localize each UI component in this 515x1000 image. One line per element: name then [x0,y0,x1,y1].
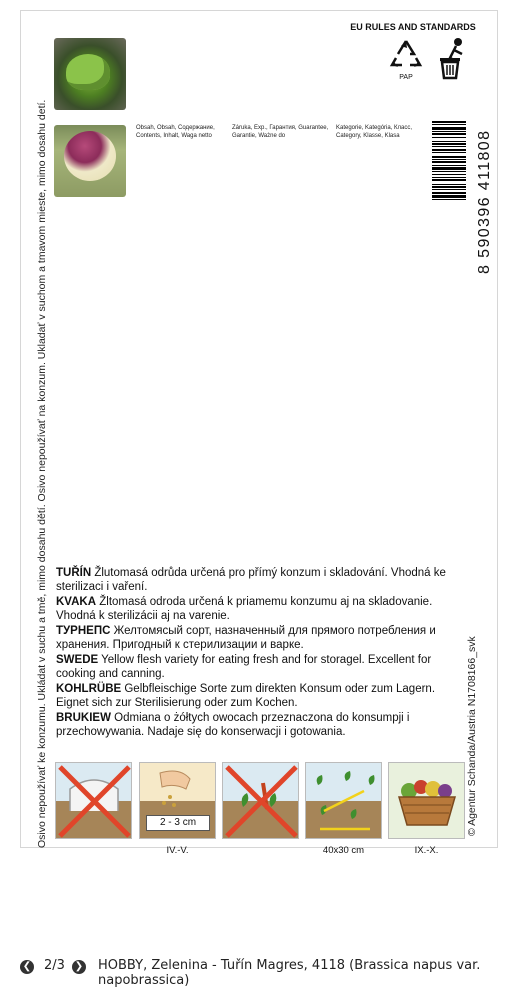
next-image-button[interactable]: ❯ [72,960,86,974]
waste-bin-icon [434,36,470,80]
description-en: SWEDE Yellow flesh variety for eating fresh and for storagel. Excellent for cooking and canning. [56,654,432,680]
turnip-photo [54,125,126,197]
side-storage-text: Osivo nepoužívať ke konzumu. Ukládat v suchu a tmě, mimo dosahu dětí. Osivo nepoužívať na konzum. Ukladať v suchom a tmavom mieste, mimo dosahu detí. [36,99,48,848]
sowing-period-label: IV.-V. [166,845,189,856]
description-de: KOHLRÜBE Gelbfleischige Sorte zum direkten Konsum oder zum Lagern. Eignet sich zur Sterilisierung oder zum Kochen. [56,683,436,709]
guarantee-header: Záruka, Exp., Гарантия, Guarantee, Garantie, Ważne do [232,125,329,139]
transplant-crossed-icon [222,762,299,839]
description-ru: ТУРНЕПС Желтомясый сорт, назначенный для прямого потребления и хранения. Пригодный к стерилизации и варке. [56,625,436,651]
contents-header: Obsah, Obsah, Содержание, Contents, Inhalt, Waga netto [136,125,215,139]
recycle-icon [388,38,424,72]
description-cz: TUŘÍN Žlutomasá odrůda určená pro přímý konzum i skladování. Vhodná ke sterilizaci i vaření. [56,567,446,593]
spacing-icon [305,762,382,839]
barcode-number: 8 590396 411808 [476,129,493,274]
barcode [432,121,466,267]
variety-descriptions [56,566,462,740]
page-indicator: 2/3 [44,958,65,973]
greenhouse-crossed-icon [55,762,132,839]
harvest-period-label: IX.-X. [414,845,439,856]
description-pl: BRUKIEW Odmiana o żółtych owocach przeznaczona do konsumpji i przechowywania. Nadaje się do konserwacji i gotowania. [56,712,410,738]
category-header: Kategorie, Kategória, Класс, Category, Klasse, Klasa [336,125,413,139]
image-caption: HOBBY, Zelenina - Tuřín Magres, 4118 (Brassica napus var. napobrassica) [98,958,481,988]
copyright-text: © Agentur Schanda/Austria N1708166_svk [466,636,478,836]
seedling-photo [54,38,126,110]
spacing-label: 40x30 cm [322,845,365,856]
prev-image-button[interactable]: ❮ [20,960,34,974]
eu-rules-title: EU RULES AND STANDARDS [350,22,476,32]
sowing-hand-icon [139,762,216,839]
description-sk: KVAKA Žltomasá odroda určená k priamemu konzumu aj na skladovanie. Vhodná k sterilizácii aj na varenie. [56,596,433,622]
sowing-depth-label: 2 - 3 cm [146,815,210,831]
pap-label: PAP [399,74,413,81]
harvest-basket-icon [388,762,465,839]
